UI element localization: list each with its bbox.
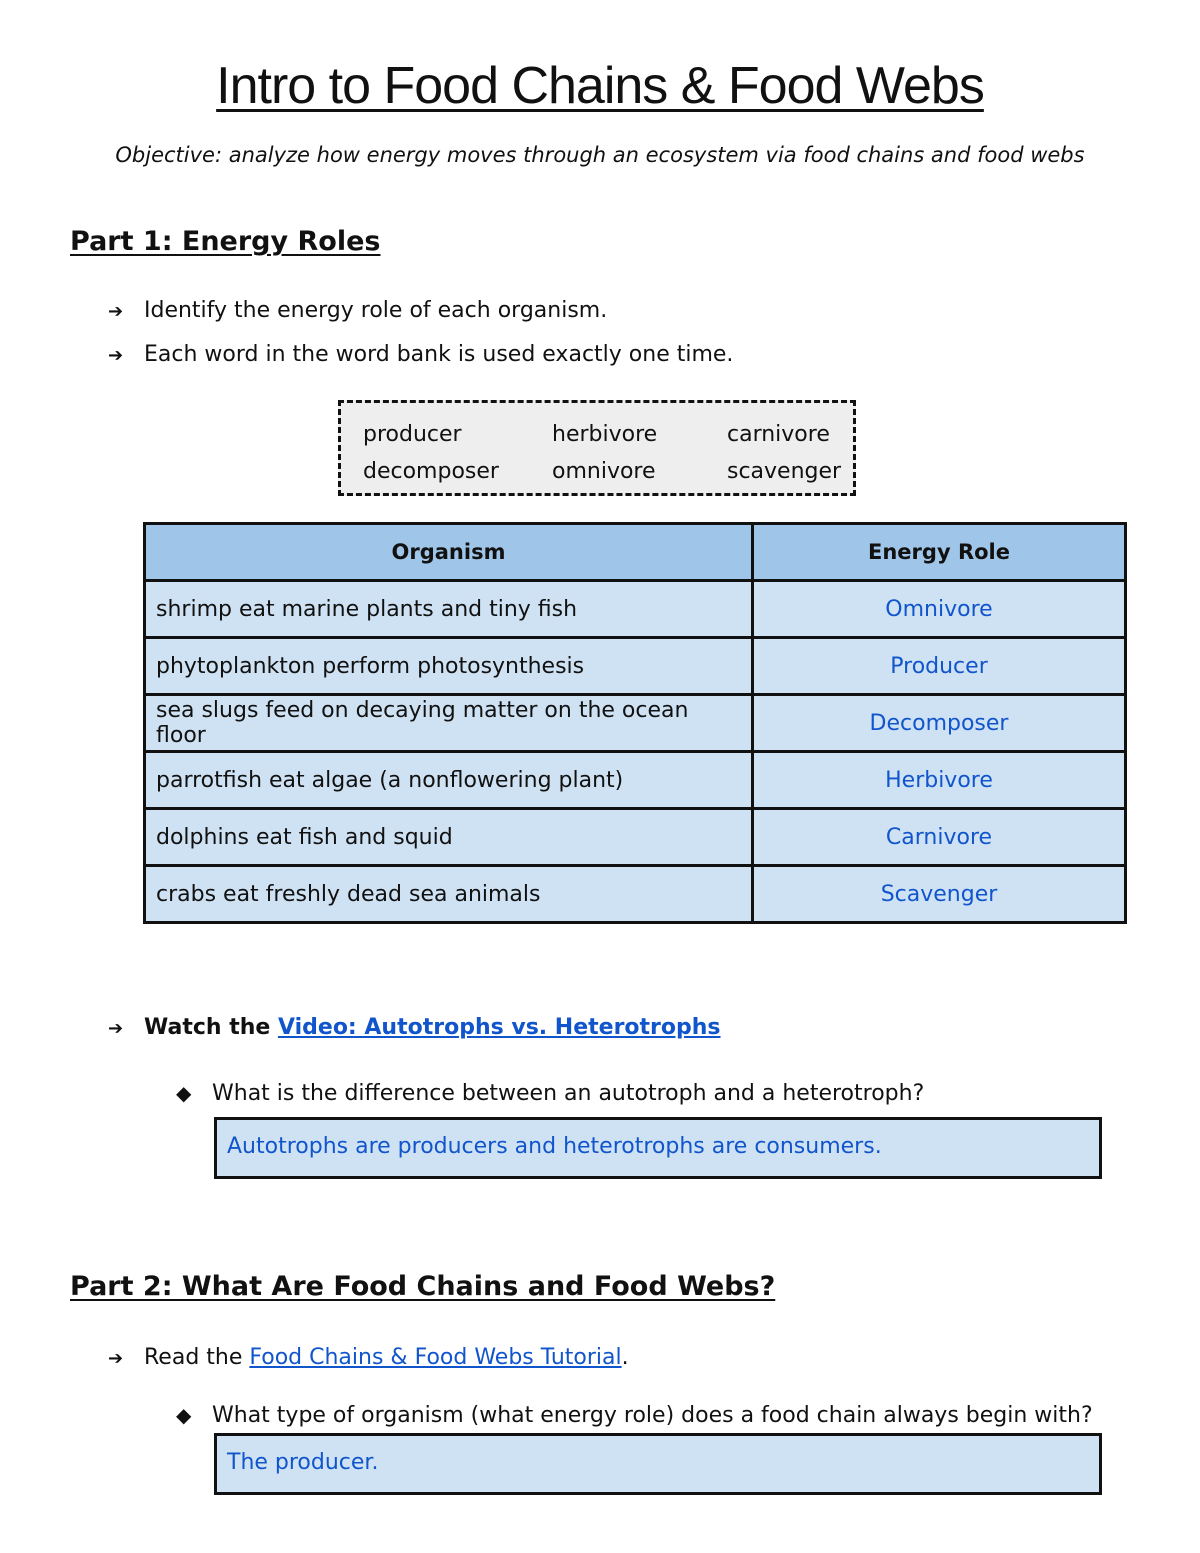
- organism-cell: sea slugs feed on decaying matter on the ocean floor: [145, 695, 753, 752]
- word-bank-item: producer: [363, 422, 462, 447]
- organism-cell: phytoplankton perform photosynthesis: [145, 638, 753, 695]
- tutorial-link[interactable]: Food Chains & Food Webs Tutorial: [249, 1345, 622, 1370]
- answer-box-2[interactable]: The producer.: [214, 1433, 1102, 1495]
- read-tutorial-bullet: ➔ Read the Food Chains & Food Webs Tutorial.: [108, 1343, 629, 1374]
- table-row: [145, 581, 1126, 638]
- organism-cell: shrimp eat marine plants and tiny fish: [145, 581, 753, 638]
- part2-heading: Part 2: What Are Food Chains and Food Webs?: [70, 1271, 776, 1302]
- part1-question: ◆ What is the difference between an autotroph and a heterotroph?: [176, 1078, 924, 1109]
- energy-role-cell[interactable]: Carnivore: [753, 809, 1126, 866]
- table-row: [145, 752, 1126, 809]
- arrow-icon: ➔: [108, 1018, 124, 1039]
- word-bank-item: decomposer: [363, 459, 499, 484]
- part2-question: ◆ What type of organism (what energy role) does a food chain always begin with?: [176, 1400, 1093, 1431]
- objective-text: Objective: analyze how energy moves through an ecosystem via food chains and food webs: [115, 143, 1085, 167]
- video-link[interactable]: Video: Autotrophs vs. Heterotrophs: [277, 1015, 721, 1040]
- energy-role-table: [143, 522, 1127, 924]
- word-bank-item: herbivore: [552, 422, 658, 447]
- organism-cell: parrotfish eat algae (a nonflowering plant): [145, 752, 753, 809]
- table-row: [145, 638, 1126, 695]
- energy-role-cell[interactable]: Decomposer: [753, 695, 1126, 752]
- table-row: [145, 866, 1126, 923]
- diamond-bullet-icon: ◆: [176, 1403, 192, 1427]
- table-row: [145, 695, 1126, 752]
- energy-role-cell[interactable]: Herbivore: [753, 752, 1126, 809]
- word-bank-item: carnivore: [727, 422, 830, 447]
- organism-cell: crabs eat freshly dead sea animals: [145, 866, 753, 923]
- arrow-icon: ➔: [108, 301, 124, 322]
- part1-bullet-1: ➔ Identify the energy role of each organism.: [108, 296, 607, 327]
- part1-bullet-2: ➔ Each word in the word bank is used exactly one time.: [108, 340, 733, 371]
- word-bank-item: scavenger: [727, 459, 842, 484]
- table-row: [145, 809, 1126, 866]
- energy-role-cell[interactable]: Scavenger: [753, 866, 1126, 923]
- watch-video-bullet: ➔ Watch the Video: Autotrophs vs. Heterotrophs: [108, 1013, 721, 1044]
- table-header-row: [145, 524, 1126, 581]
- arrow-icon: ➔: [108, 345, 124, 366]
- page-title: Intro to Food Chains & Food Webs: [216, 57, 984, 115]
- part1-heading: Part 1: Energy Roles: [70, 226, 381, 257]
- energy-role-cell[interactable]: Omnivore: [753, 581, 1126, 638]
- column-header-energy-role: Energy Role: [753, 524, 1126, 581]
- word-bank: [338, 400, 856, 496]
- organism-cell: dolphins eat fish and squid: [145, 809, 753, 866]
- word-bank-item: omnivore: [552, 459, 656, 484]
- diamond-bullet-icon: ◆: [176, 1081, 192, 1105]
- energy-role-cell[interactable]: Producer: [753, 638, 1126, 695]
- answer-box-1[interactable]: Autotrophs are producers and heterotrophs are consumers.: [214, 1117, 1102, 1179]
- arrow-icon: ➔: [108, 1348, 124, 1369]
- column-header-organism: Organism: [145, 524, 753, 581]
